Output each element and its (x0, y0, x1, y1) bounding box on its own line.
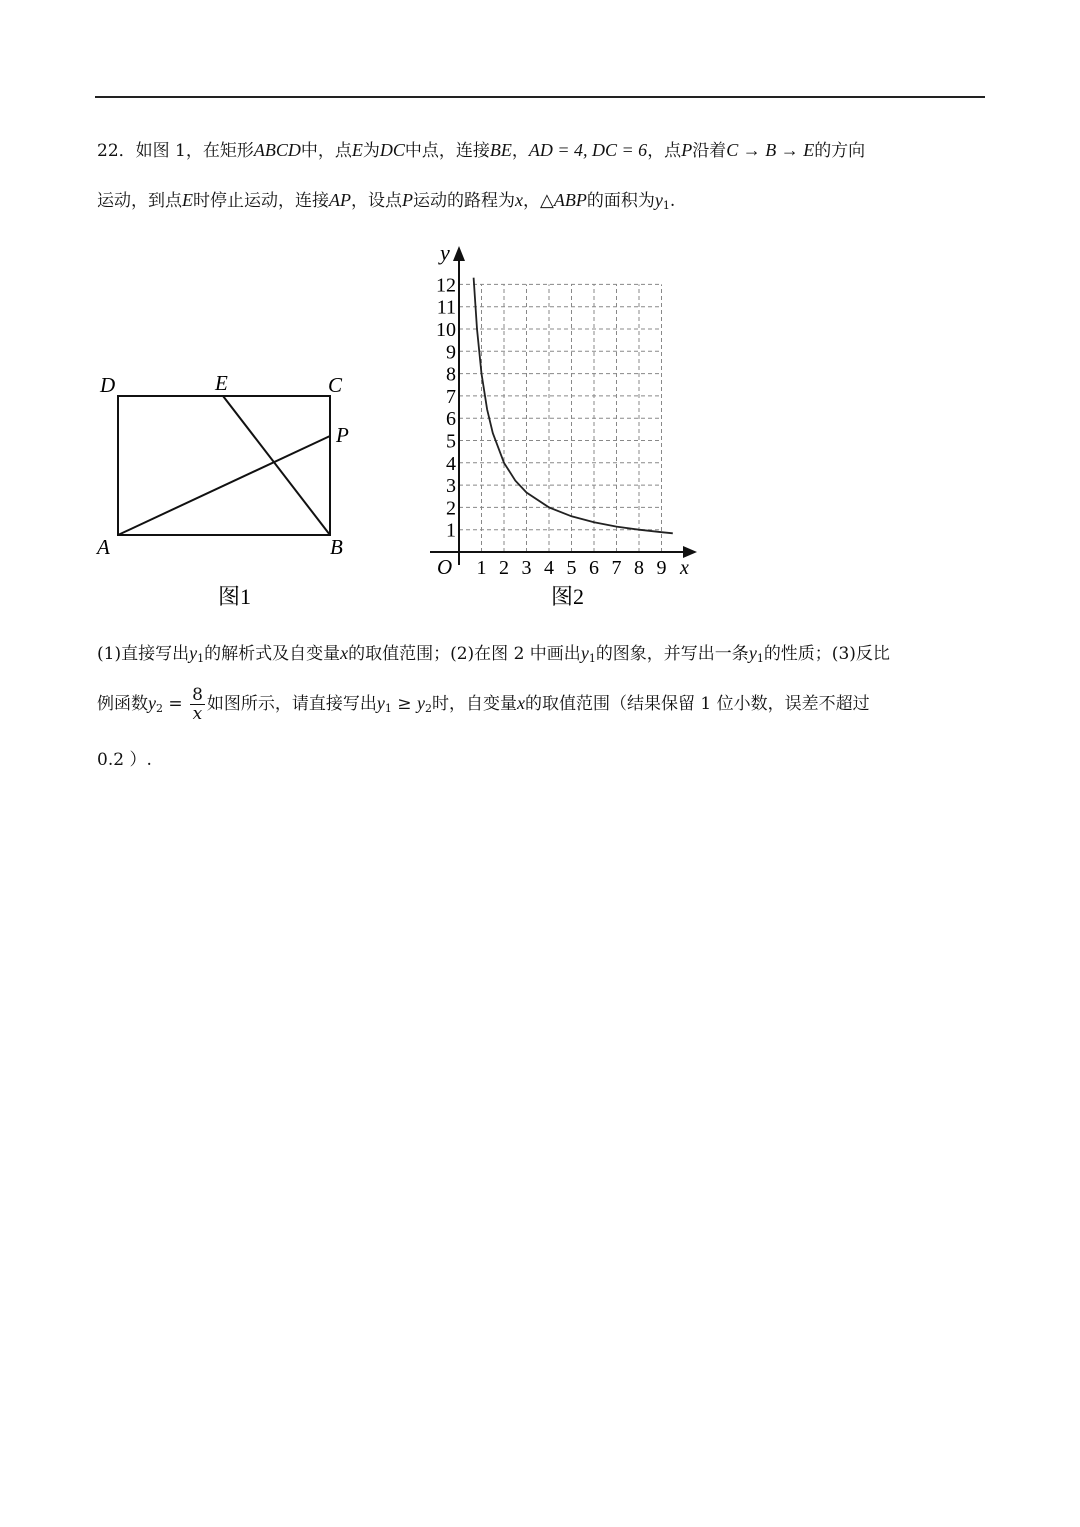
x-tick-label: 4 (544, 557, 554, 579)
text: 的解析式及自变量 (204, 644, 341, 664)
x-tick-label: 5 (566, 557, 577, 579)
x-tick-label: 1 (476, 557, 487, 579)
question-line-1 (97, 640, 890, 672)
y-tick-label: 10 (436, 319, 456, 341)
variable-y: y (748, 643, 757, 663)
variable-y: y (189, 643, 198, 663)
label-d: D (100, 373, 116, 397)
figure-2-caption: 图2 (551, 584, 585, 609)
figures (0, 230, 1080, 630)
y-axis-arrow-icon (453, 246, 465, 261)
text: 的性质；(3)反比 (763, 644, 890, 664)
y-tick-label: 5 (446, 430, 456, 453)
question-line-2 (97, 686, 870, 723)
figure-1 (95, 371, 349, 609)
text: (1)直接写出 (97, 644, 190, 664)
point-p: P (681, 140, 693, 160)
x-tick-label: 6 (589, 557, 599, 579)
y-tick-label: 9 (446, 341, 456, 364)
y-tick-label: 6 (446, 408, 456, 431)
y-tick-label: 1 (446, 519, 456, 542)
text: ，设点 (351, 191, 402, 211)
text: 如图所示，请直接写出 (206, 694, 377, 714)
label-c: C (328, 373, 343, 397)
text: 的取值范围；(2)在图 2 中画出 (348, 644, 581, 664)
geq-sign: ≥ (391, 694, 417, 714)
point-p: P (402, 190, 413, 210)
equals-sign: = (163, 694, 189, 714)
y-tick-label: 7 (446, 385, 456, 408)
x-tick-label: 2 (499, 557, 509, 579)
subscript: 1 (756, 652, 764, 665)
label-p: P (336, 423, 349, 447)
segment-be-line (223, 396, 330, 535)
y-tick-labels (436, 274, 456, 541)
text: . (669, 191, 676, 211)
point-e: E (351, 140, 363, 160)
x-axis-label: x (680, 557, 689, 579)
label-b: B (330, 535, 343, 559)
text: 的取值范围（结果保留 1 位小数，误差不超过 (524, 694, 870, 714)
variable-y: y (416, 693, 425, 713)
point-e: E (182, 190, 193, 210)
text: 的面积为 (586, 191, 655, 211)
y-axis-label: y (440, 240, 450, 265)
text: 时停止运动，连接 (193, 191, 329, 211)
variable-x: x (340, 643, 349, 663)
series-curve (474, 278, 673, 534)
text: 中点，连接 (404, 141, 490, 161)
subscript: 1 (197, 652, 205, 665)
segment-ap: AP (329, 190, 351, 210)
rectangle-abcd (118, 396, 330, 535)
text: 时，自变量 (431, 694, 517, 714)
label-a: A (97, 535, 110, 559)
subscript: 2 (156, 702, 163, 715)
text: 的图象，并写出一条 (595, 644, 749, 664)
fraction-numerator: 8 (192, 685, 203, 705)
text: 的方向 (814, 141, 866, 161)
text: ，点 (647, 141, 682, 161)
label-e: E (215, 371, 228, 395)
y-tick-label: 3 (446, 475, 456, 498)
problem-line-2 (97, 187, 675, 219)
triangle-abp: △ABP (540, 190, 587, 210)
y-tick-label: 12 (436, 274, 456, 297)
y-tick-label: 8 (446, 363, 456, 386)
text: 运动的路程为 (413, 191, 515, 211)
text: ， (523, 191, 540, 211)
y-tick-label: 11 (436, 296, 456, 319)
segment-ap-line (118, 436, 330, 535)
subscript: 1 (662, 199, 670, 212)
x-tick-label: 9 (656, 557, 667, 579)
figure-2 (430, 240, 697, 609)
question-line-3: 0.2 ）. (97, 750, 152, 770)
variable-y: y (654, 190, 663, 210)
subscript: 1 (384, 702, 392, 715)
variable-y: y (376, 693, 385, 713)
segment-be: BE (489, 140, 512, 160)
text: 沿着 (692, 141, 727, 161)
problem-line-1 (97, 137, 865, 164)
text: ， (511, 141, 529, 161)
text: 如图 1，在矩形 (135, 141, 254, 161)
text: 中，点 (300, 141, 352, 161)
x-tick-label: 3 (521, 557, 532, 579)
header-rule (95, 96, 985, 98)
rect-name: ABCD (253, 140, 301, 160)
problem-number: 22． (97, 141, 136, 161)
variable-x: x (516, 693, 525, 713)
subscript: 1 (588, 652, 596, 665)
variable-y: y (580, 643, 589, 663)
y-tick-label: 4 (446, 452, 456, 475)
subscript: 2 (424, 702, 432, 715)
y-tick-label: 2 (446, 497, 456, 520)
origin-label: O (437, 555, 453, 579)
figure-1-caption: 图1 (218, 584, 252, 609)
motion-path: C → B → E (726, 140, 815, 160)
text: 例函数 (97, 694, 148, 714)
x-tick-labels (477, 557, 667, 579)
x-tick-label: 7 (611, 557, 622, 579)
segment-dc: DC (379, 140, 405, 160)
text: 运动，到点 (97, 191, 182, 211)
variable-x: x (515, 190, 523, 210)
fraction-denominator: x (192, 704, 203, 724)
variable-y: y (148, 693, 156, 713)
fraction-8-over-x (190, 686, 205, 723)
text: 为 (362, 141, 380, 161)
condition: AD = 4, DC = 6 (528, 140, 648, 160)
x-tick-label: 8 (634, 557, 644, 579)
